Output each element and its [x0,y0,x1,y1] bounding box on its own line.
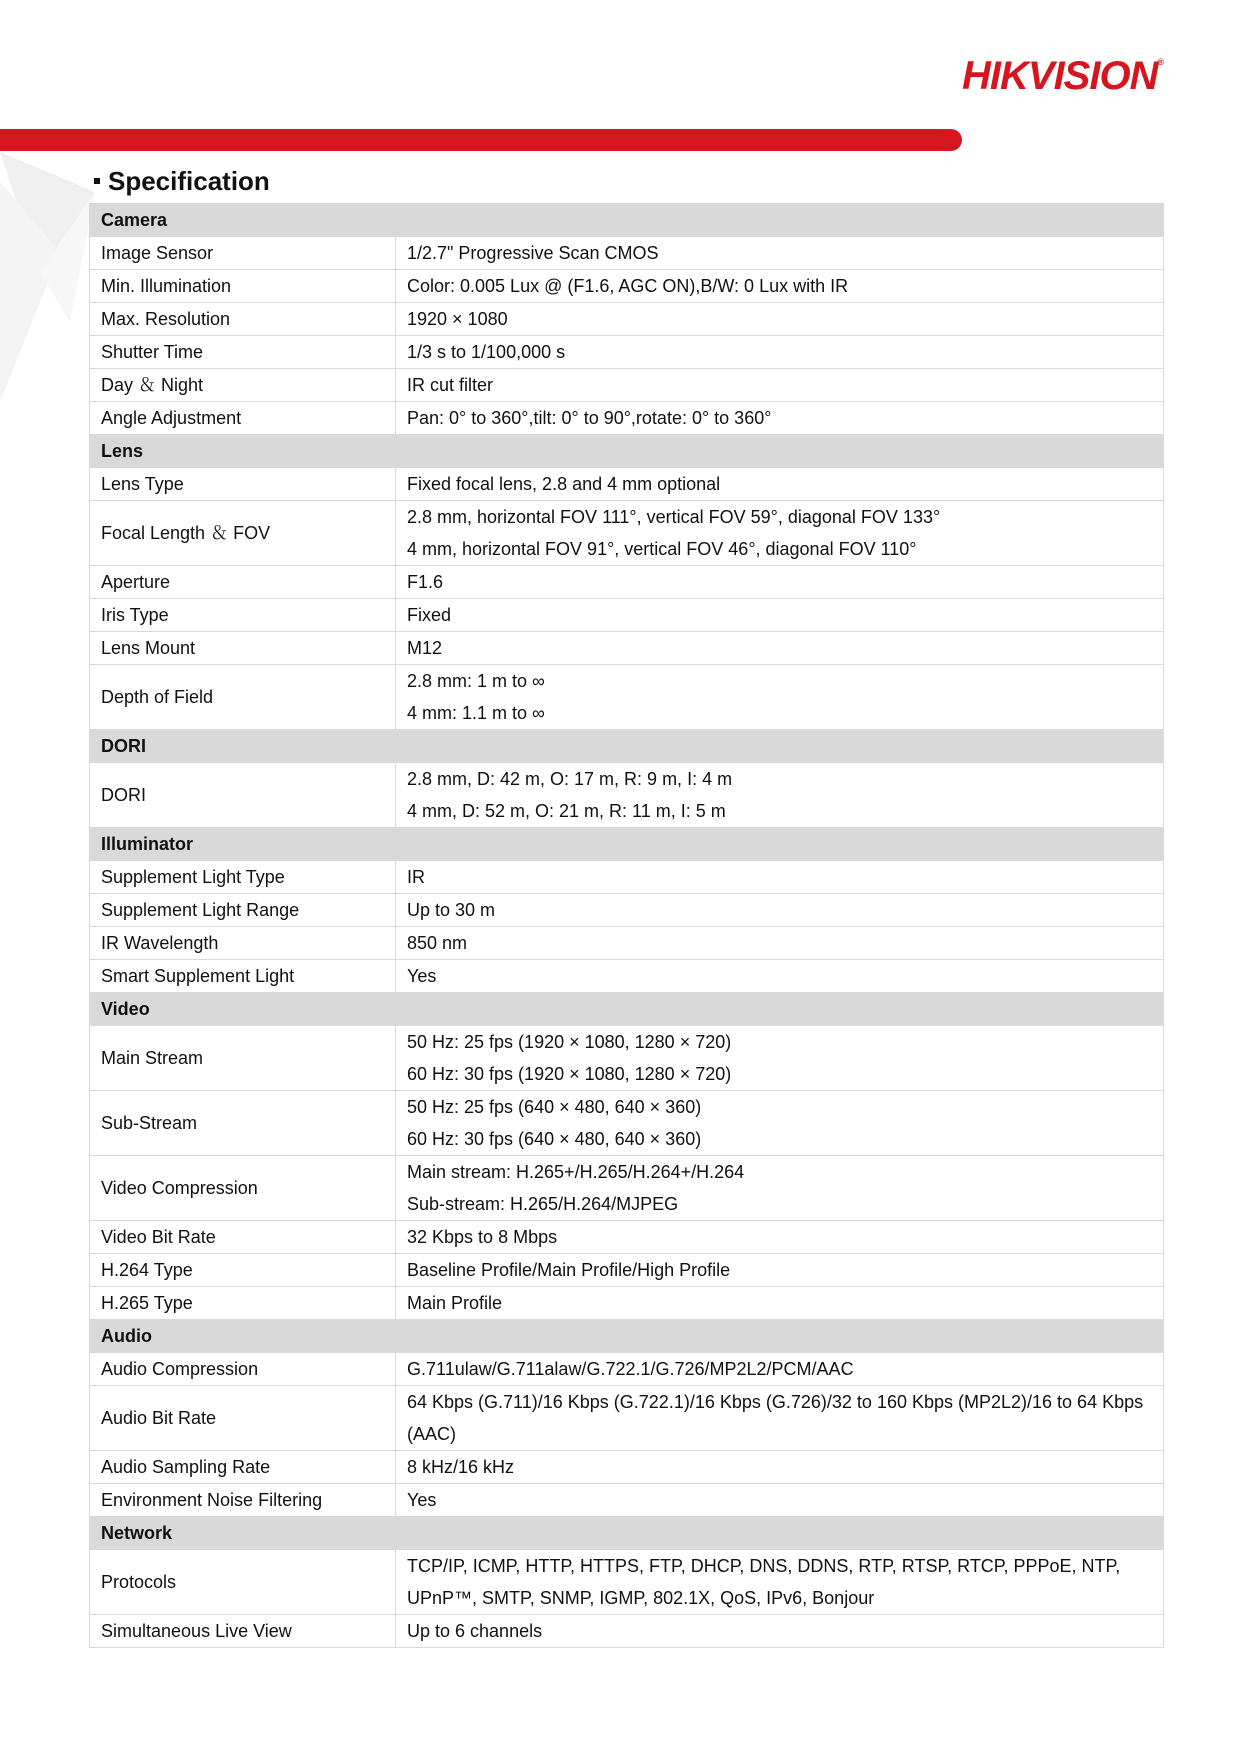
spec-value-line: 8 kHz/16 kHz [407,1457,515,1477]
spec-row [90,336,1164,369]
spec-row [90,402,1164,435]
spec-value-cell [396,1026,1164,1091]
spec-value-line: 2.8 mm, horizontal FOV 111°, vertical FOV 59°, diagonal FOV 133° [407,507,941,527]
page-title-text: Specification [108,166,270,196]
spec-value-line: Fixed focal lens, 2.8 and 4 mm optional [407,474,721,494]
spec-value-cell [396,303,1164,336]
spec-label: Simultaneous Live View [90,1615,396,1648]
spec-value-cell [396,566,1164,599]
spec-row [90,1287,1164,1320]
spec-value-line: 60 Hz: 30 fps (1920 × 1080, 1280 × 720) [407,1064,732,1084]
spec-value-cell [396,1091,1164,1156]
section-header-row [90,204,1164,237]
spec-row [90,960,1164,993]
registered-mark: ® [1157,57,1164,67]
spec-value-line: TCP/IP, ICMP, HTTP, HTTPS, FTP, DHCP, DNS, DDNS, RTP, RTSP, RTCP, PPPoE, NTP, UPnP™, SMTP, SNMP, IGMP, 802.1X, QoS, IPv6, Bonjour [407,1556,1121,1608]
section-header: Audio [90,1320,1164,1353]
spec-value-cell [396,1615,1164,1648]
spec-value-line: 2.8 mm, D: 42 m, O: 17 m, R: 9 m, I: 4 m [407,769,733,789]
spec-row [90,303,1164,336]
spec-row [90,763,1164,828]
spec-row [90,1451,1164,1484]
spec-value-cell [396,927,1164,960]
section-header: Network [90,1517,1164,1550]
spec-value-line: 1/3 s to 1/100,000 s [407,342,566,362]
spec-value-line: 64 Kbps (G.711)/16 Kbps (G.722.1)/16 Kbps (G.726)/32 to 160 Kbps (MP2L2)/16 to 64 Kbps (AAC) [407,1392,1144,1444]
spec-value-line: Up to 30 m [407,900,496,920]
spec-value-line: Fixed [407,605,452,625]
spec-label: Depth of Field [90,665,396,730]
spec-label: Lens Type [90,468,396,501]
spec-row [90,1484,1164,1517]
spec-label: Image Sensor [90,237,396,270]
spec-label: Protocols [90,1550,396,1615]
spec-row [90,1156,1164,1221]
spec-value-line: 60 Hz: 30 fps (640 × 480, 640 × 360) [407,1129,702,1149]
spec-row [90,1615,1164,1648]
spec-label: Environment Noise Filtering [90,1484,396,1517]
spec-value-cell [396,237,1164,270]
logo-text: HIKVISION [962,54,1158,98]
spec-value-line: Main stream: H.265+/H.265/H.264+/H.264 [407,1162,745,1182]
spec-value-cell [396,894,1164,927]
section-header-row [90,828,1164,861]
spec-row [90,599,1164,632]
spec-value-cell [396,960,1164,993]
spec-label: Video Compression [90,1156,396,1221]
section-header: Video [90,993,1164,1026]
spec-value-line: 4 mm, D: 52 m, O: 21 m, R: 11 m, I: 5 m [407,801,726,821]
spec-value-cell [396,1386,1164,1451]
spec-value-line: Sub-stream: H.265/H.264/MJPEG [407,1194,679,1214]
spec-row [90,237,1164,270]
spec-row [90,468,1164,501]
spec-label: Max. Resolution [90,303,396,336]
spec-label: Main Stream [90,1026,396,1091]
spec-value-cell [396,336,1164,369]
spec-value-line: Baseline Profile/Main Profile/High Profile [407,1260,731,1280]
spec-row [90,665,1164,730]
section-header-row [90,993,1164,1026]
section-header: Lens [90,435,1164,468]
title-bullet [94,178,100,184]
spec-row [90,1091,1164,1156]
spec-label: IR Wavelength [90,927,396,960]
spec-label: Focal Length ＆ FOV [90,501,396,566]
spec-value-line: Color: 0.005 Lux @ (F1.6, AGC ON),B/W: 0 Lux with IR [407,276,849,296]
section-header-row [90,730,1164,763]
spec-value-line: M12 [407,638,443,658]
spec-label: Video Bit Rate [90,1221,396,1254]
spec-row [90,861,1164,894]
spec-value-line: Yes [407,966,437,986]
spec-value-line: 850 nm [407,933,468,953]
spec-label: Iris Type [90,599,396,632]
spec-value-cell [396,1254,1164,1287]
spec-label: Sub-Stream [90,1091,396,1156]
spec-value-line: 50 Hz: 25 fps (1920 × 1080, 1280 × 720) [407,1032,732,1052]
header-red-bar [0,129,962,151]
spec-value-line: Up to 6 channels [407,1621,543,1641]
spec-value-line: Main Profile [407,1293,503,1313]
spec-row [90,1353,1164,1386]
page-title [94,168,270,194]
spec-row [90,894,1164,927]
spec-value-line: 1920 × 1080 [407,309,508,329]
spec-value-cell [396,861,1164,894]
spec-value-cell [396,1550,1164,1615]
spec-value-line: Pan: 0° to 360°,tilt: 0° to 90°,rotate: 0° to 360° [407,408,772,428]
spec-value-cell [396,665,1164,730]
spec-value-line: 4 mm: 1.1 m to ∞ [407,703,545,723]
spec-row [90,1386,1164,1451]
spec-label: Audio Sampling Rate [90,1451,396,1484]
spec-row [90,632,1164,665]
watermark-graphic [0,152,95,402]
spec-label: Smart Supplement Light [90,960,396,993]
spec-value-line: 1/2.7" Progressive Scan CMOS [407,243,659,263]
spec-label: H.264 Type [90,1254,396,1287]
section-header: Illuminator [90,828,1164,861]
spec-row [90,927,1164,960]
spec-row [90,1026,1164,1091]
spec-value-line: 50 Hz: 25 fps (640 × 480, 640 × 360) [407,1097,702,1117]
section-header-row [90,1517,1164,1550]
spec-label: Lens Mount [90,632,396,665]
spec-label: Aperture [90,566,396,599]
spec-value-cell [396,1353,1164,1386]
spec-value-line: IR [407,867,425,887]
spec-label: DORI [90,763,396,828]
spec-value-line: IR cut filter [407,375,494,395]
section-header: DORI [90,730,1164,763]
spec-value-cell [396,402,1164,435]
section-header-row [90,435,1164,468]
spec-value-cell [396,369,1164,402]
spec-value-cell [396,1221,1164,1254]
specification-table-body [90,204,1164,1648]
hikvision-logo [962,56,1163,96]
spec-value-cell [396,501,1164,566]
spec-label: H.265 Type [90,1287,396,1320]
spec-row [90,566,1164,599]
spec-value-cell [396,632,1164,665]
spec-value-cell [396,763,1164,828]
spec-value-cell [396,468,1164,501]
spec-value-line: 32 Kbps to 8 Mbps [407,1227,558,1247]
spec-row [90,369,1164,402]
spec-label: Shutter Time [90,336,396,369]
spec-row [90,1550,1164,1615]
spec-label: Supplement Light Type [90,861,396,894]
spec-value-line: F1.6 [407,572,444,592]
spec-label: Angle Adjustment [90,402,396,435]
spec-label: Audio Bit Rate [90,1386,396,1451]
spec-row [90,501,1164,566]
spec-value-cell [396,599,1164,632]
spec-label: Audio Compression [90,1353,396,1386]
spec-value-line: G.711ulaw/G.711alaw/G.722.1/G.726/MP2L2/PCM/AAC [407,1359,854,1379]
spec-label: Min. Illumination [90,270,396,303]
spec-value-line: 4 mm, horizontal FOV 91°, vertical FOV 46°, diagonal FOV 110° [407,539,917,559]
spec-value-cell [396,1156,1164,1221]
spec-row [90,1221,1164,1254]
specification-table [89,203,1164,1648]
spec-value-line: 2.8 mm: 1 m to ∞ [407,671,545,691]
spec-label: Supplement Light Range [90,894,396,927]
section-header-row [90,1320,1164,1353]
spec-row [90,270,1164,303]
spec-row [90,1254,1164,1287]
spec-value-cell [396,270,1164,303]
spec-value-cell [396,1287,1164,1320]
spec-value-cell [396,1451,1164,1484]
spec-value-line: Yes [407,1490,437,1510]
spec-label: Day ＆ Night [90,369,396,402]
spec-value-cell [396,1484,1164,1517]
section-header: Camera [90,204,1164,237]
